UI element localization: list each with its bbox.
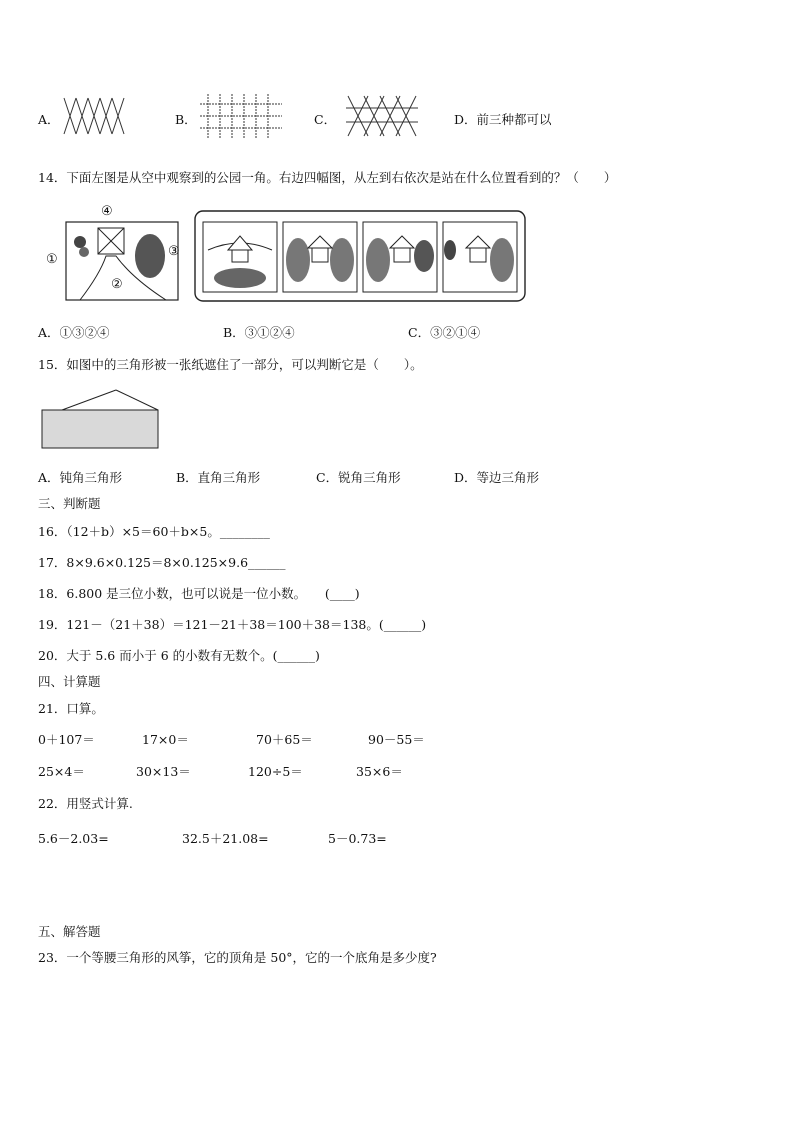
view-4: [443, 222, 517, 292]
q21-r2-c1: 25×4＝: [38, 764, 85, 779]
q22-stem: 22．用竖式计算.: [38, 796, 133, 811]
q22-item-3: 5－0.73=: [328, 831, 387, 846]
q15-option-d: D．等边三角形: [454, 470, 540, 485]
q17: 17．8×9.6×0.125＝8×0.125×9.6______: [38, 555, 286, 570]
view-3: [363, 222, 437, 292]
q13-option-a-label: A．: [38, 112, 60, 127]
section-5-heading: 五、解答题: [38, 924, 101, 939]
q13-option-c-label: C．: [314, 112, 337, 127]
q15-option-b: B．直角三角形: [176, 470, 261, 485]
q14-option-b: B．③①②④: [223, 325, 295, 340]
map-label-1: ①: [46, 252, 58, 267]
q16: 16．（12＋b）×5＝60＋b×5。________: [38, 524, 270, 539]
q22-item-1: 5.6－2.03=: [38, 831, 109, 846]
q21-r1-c1: 0＋107＝: [38, 732, 95, 747]
map-label-4: ④: [101, 204, 113, 219]
q21-r2-c3: 120÷5＝: [248, 764, 303, 779]
q14-stem: 14．下面左图是从空中观察到的公园一角。右边四幅图，从左到右依次是站在什么位置看到的？（ ）: [38, 170, 617, 185]
q23: 23．一个等腰三角形的风筝，它的顶角是 50°，它的一个底角是多少度?: [38, 950, 437, 965]
q21-r1-c4: 90－55＝: [368, 732, 425, 747]
q13-pattern-a: [64, 96, 126, 138]
map-label-3: ③: [168, 244, 180, 259]
q15-stem: 15．如图中的三角形被一张纸遮住了一部分，可以判断它是（ ）。: [38, 357, 423, 372]
q14-option-c: C．③②①④: [408, 325, 481, 340]
q13-pattern-b: [200, 94, 284, 140]
q13-option-d: D．前三种都可以: [454, 112, 552, 127]
q21-r2-c2: 30×13＝: [136, 764, 191, 779]
q21-r1-c2: 17×0＝: [142, 732, 189, 747]
section-4-heading: 四、计算题: [38, 674, 101, 689]
q14-views-panel: [194, 210, 526, 302]
q13-pattern-c: [346, 94, 420, 140]
q15-option-a: A．钝角三角形: [38, 470, 123, 485]
q20: 20．大于 5.6 而小于 6 的小数有无数个。(______): [38, 648, 320, 663]
q18: 18．6.800 是三位小数，也可以说是一位小数。 (____): [38, 586, 360, 601]
q21-r2-c4: 35×6＝: [356, 764, 403, 779]
view-1: [203, 222, 277, 292]
view-2: [283, 222, 357, 292]
map-label-2: ②: [111, 277, 123, 292]
q19: 19．121－（21＋38）＝121－21＋38＝100＋38＝138。(______): [38, 617, 427, 632]
q21-stem: 21．口算。: [38, 701, 104, 716]
q13-option-b-label: B．: [175, 112, 197, 127]
q14-option-a: A．①③②④: [38, 325, 110, 340]
q22-item-2: 32.5＋21.08=: [182, 831, 269, 846]
q21-r1-c3: 70＋65＝: [256, 732, 313, 747]
section-3-heading: 三、判断题: [38, 496, 101, 511]
q15-option-c: C．锐角三角形: [316, 470, 401, 485]
q15-covered-triangle: [40, 386, 162, 450]
